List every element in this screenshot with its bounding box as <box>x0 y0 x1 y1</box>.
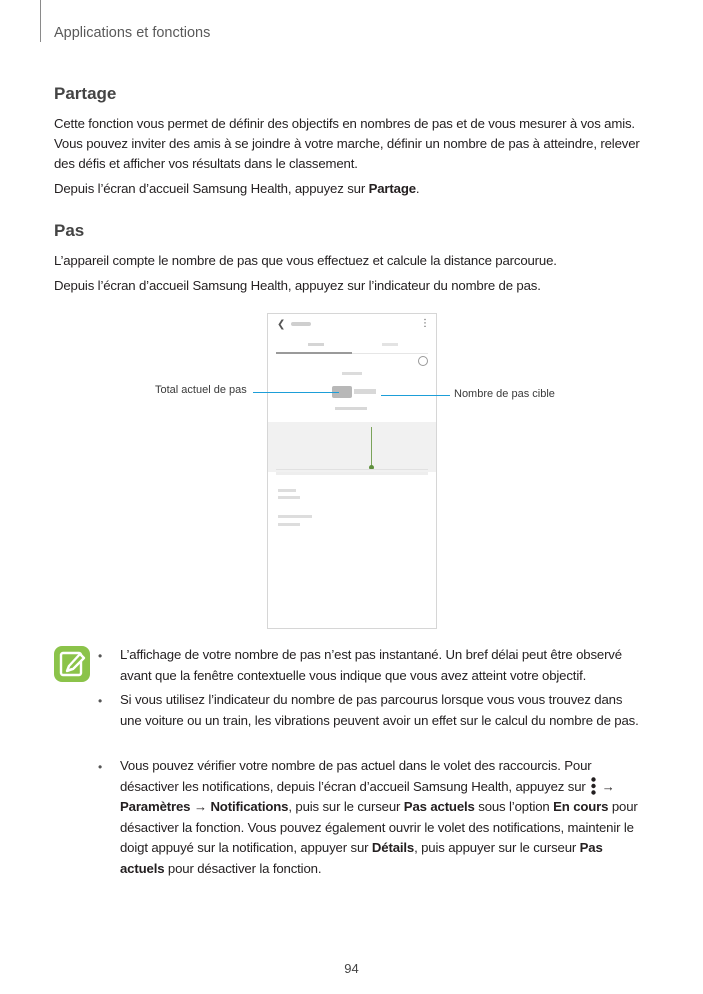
date-placeholder <box>342 372 362 375</box>
callout-target-steps: Nombre de pas cible <box>454 388 555 400</box>
hourly-steps-chart <box>268 422 436 472</box>
header-rule <box>40 0 41 42</box>
pas-description: L’appareil compte le nombre de pas que vous effectuez et calcule la distance parcourue. <box>54 253 557 268</box>
tab-placeholder-today <box>308 343 324 346</box>
stat-value <box>278 496 300 499</box>
note-3: Vous pouvez vérifier votre nombre de pas actuel dans le volet des raccourcis. Pour désactiver les notifications, depuis l’écran d’accueil Samsung Health, appuyez sur → Paramètres → Notifications, puis sur le curseur Pas actuels sous l’option En cours pour désactiver la fonction. Vous pouvez également ouvrir le volet des notifications, maintenir le doigt appuyé sur la notification, appuyer sur Détails, puis appuyer sur le curseur Pas actuels pour désactiver la fonction. <box>120 758 638 876</box>
section-header: Applications et fonctions <box>54 25 211 41</box>
active-tab-indicator <box>276 352 352 354</box>
stat-value <box>278 523 300 526</box>
callout-line-target <box>381 395 450 396</box>
steps-screen-illustration <box>267 313 437 629</box>
pas-heading: Pas <box>54 221 85 240</box>
more-options-icon <box>591 777 596 795</box>
note-pencil-icon <box>54 646 90 682</box>
tab-divider <box>352 353 428 354</box>
stat-label <box>278 515 312 518</box>
more-options-icon: ⋮ <box>420 318 430 329</box>
steps-subtitle <box>335 407 367 410</box>
page-number: 94 <box>344 961 359 976</box>
callout-line-current <box>253 392 339 393</box>
bullet: • <box>98 694 103 708</box>
bullet: • <box>98 649 103 663</box>
stat-label <box>278 489 296 492</box>
chart-tick-labels <box>276 472 428 475</box>
pas-instruction: Depuis l’écran d’accueil Samsung Health, appuyez sur l’indicateur du nombre de pas. <box>54 278 541 293</box>
note-2: Si vous utilisez l’indicateur du nombre de pas parcourus lorsque vous vous trouvez dans une voiture ou un train, les vibrations peuvent avoir un effet sur le calcul du nombre de pas. <box>120 692 639 728</box>
chart-axis <box>276 469 428 470</box>
target-steps-value <box>354 389 376 394</box>
back-arrow-icon: ❮ <box>277 319 286 330</box>
partage-instruction: Depuis l’écran d’accueil Samsung Health, appuyez sur Partage. <box>54 181 420 196</box>
callout-current-steps: Total actuel de pas <box>155 384 247 396</box>
partage-heading: Partage <box>54 84 117 103</box>
info-icon <box>418 356 428 366</box>
partage-description: Cette fonction vous permet de définir des objectifs en nombres de pas et de vous mesurer à vos amis. Vous pouvez inviter des amis à se joindre à votre marche, définir un nombre de pas à atteindre, relever des défis et afficher vos résultats dans le classement. <box>54 116 640 171</box>
chart-bar <box>371 427 372 467</box>
note-1: L’affichage de votre nombre de pas n’est pas instantané. Un bref délai peut être observé avant que la fenêtre contextuelle vous indique que vous avez atteint votre objectif. <box>120 647 622 683</box>
tab-placeholder-trends <box>382 343 398 346</box>
screen-title-placeholder <box>291 322 311 326</box>
bullet: • <box>98 760 103 774</box>
